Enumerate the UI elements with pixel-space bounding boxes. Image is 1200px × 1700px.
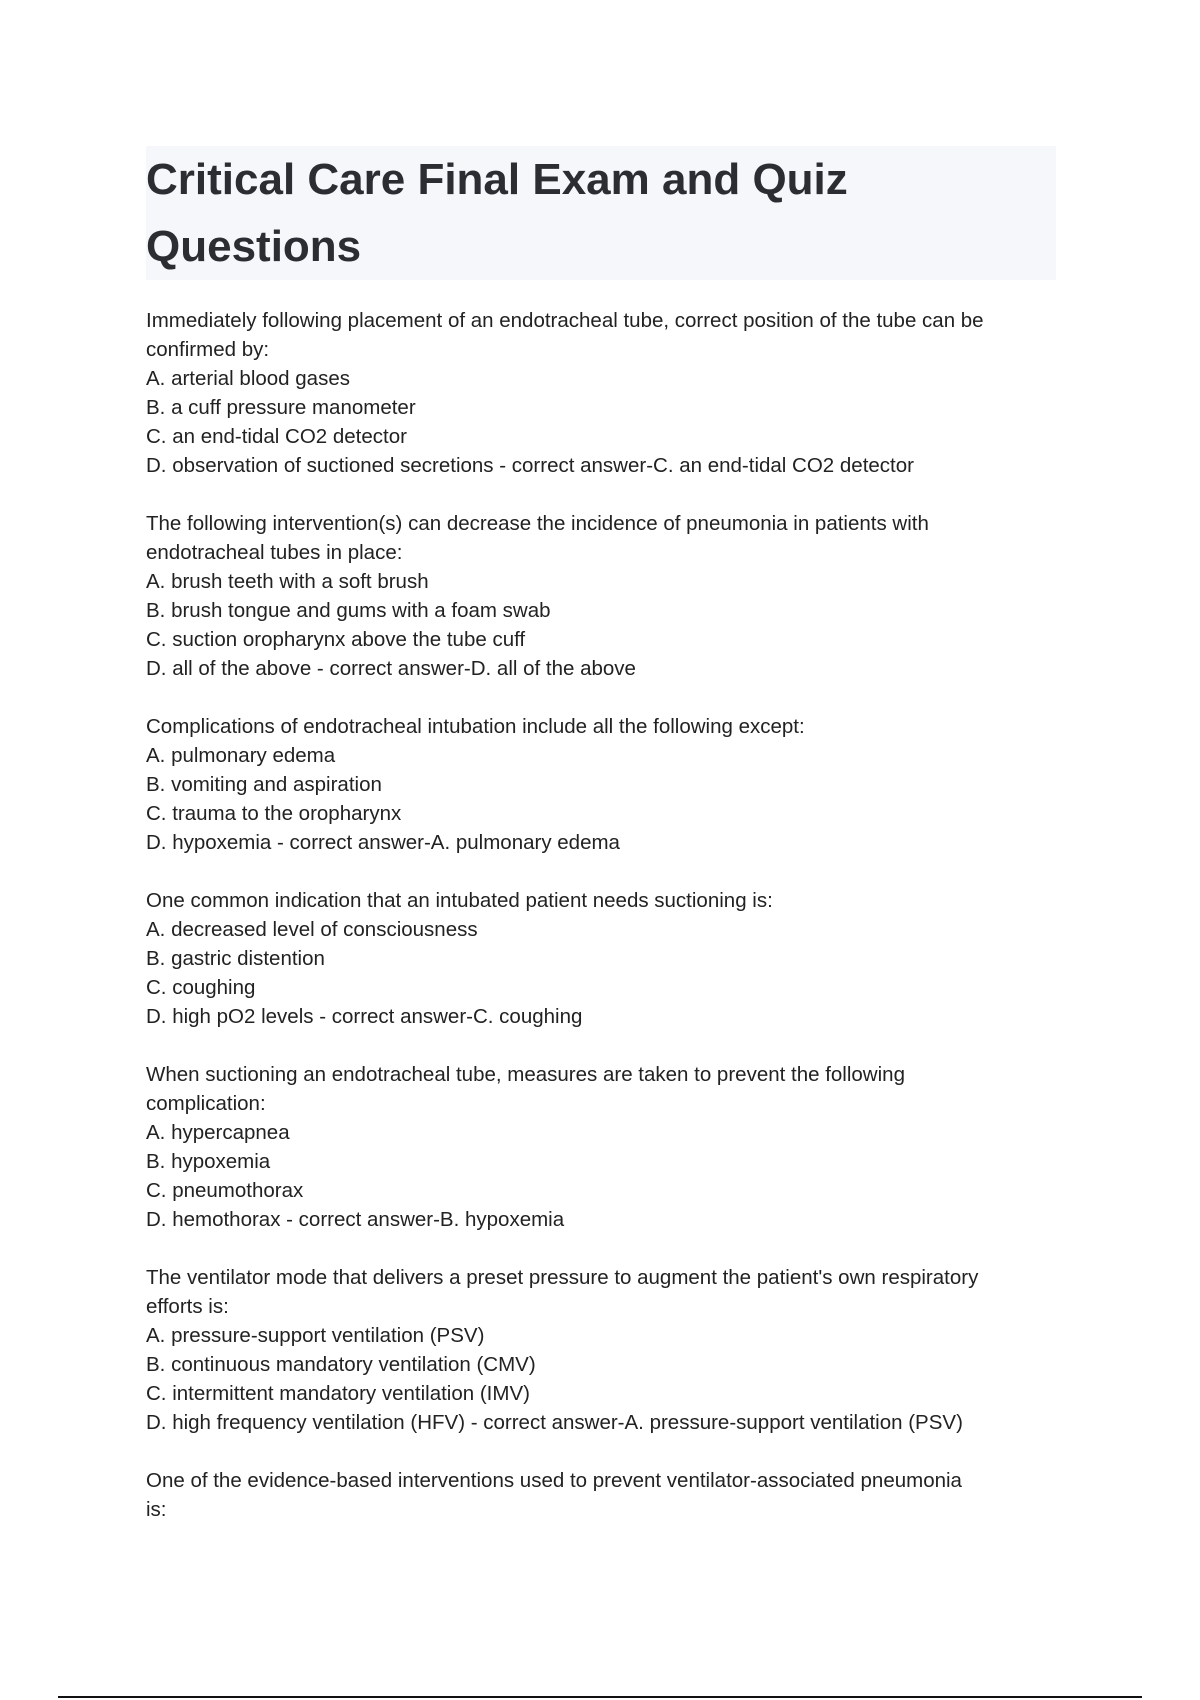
option-c: C. coughing (146, 976, 256, 999)
option-d-with-answer: D. all of the above - correct answer-D. all of the above (146, 657, 636, 680)
page-title (146, 146, 1056, 280)
question-stem-line: is: (146, 1498, 167, 1521)
question-5 (146, 1060, 1066, 1234)
question-stem-line: efforts is: (146, 1295, 229, 1318)
question-1 (146, 306, 1066, 480)
option-d-with-answer: D. high pO2 levels - correct answer-C. coughing (146, 1005, 583, 1028)
option-a: A. hypercapnea (146, 1121, 290, 1144)
title-line-2: Questions (146, 222, 362, 271)
option-b: B. hypoxemia (146, 1150, 271, 1173)
option-b: B. gastric distention (146, 947, 325, 970)
question-stem-line: Immediately following placement of an endotracheal tube, correct position of the tube can be (146, 309, 984, 332)
option-c: C. pneumothorax (146, 1179, 304, 1202)
question-stem-line: confirmed by: (146, 338, 270, 361)
option-d-with-answer: D. hemothorax - correct answer-B. hypoxemia (146, 1208, 565, 1231)
option-d-with-answer: D. observation of suctioned secretions - correct answer-C. an end-tidal CO2 detector (146, 454, 914, 477)
option-b: B. continuous mandatory ventilation (CMV) (146, 1353, 536, 1376)
question-stem-line: The ventilator mode that delivers a preset pressure to augment the patient's own respiratory (146, 1266, 979, 1289)
question-7 (146, 1466, 1066, 1524)
question-stem-line: complication: (146, 1092, 266, 1115)
question-stem-line: endotracheal tubes in place: (146, 541, 403, 564)
page-bottom-divider (58, 1696, 1142, 1698)
option-a: A. decreased level of consciousness (146, 918, 478, 941)
question-2 (146, 509, 1066, 683)
question-6 (146, 1263, 1066, 1437)
option-c: C. intermittent mandatory ventilation (IMV) (146, 1382, 530, 1405)
option-c: C. suction oropharynx above the tube cuff (146, 628, 526, 651)
question-stem-line: Complications of endotracheal intubation include all the following except: (146, 715, 805, 738)
question-stem-line: When suctioning an endotracheal tube, measures are taken to prevent the following (146, 1063, 905, 1086)
question-stem-line: One of the evidence-based interventions used to prevent ventilator-associated pneumonia (146, 1469, 962, 1492)
title-line-1: Critical Care Final Exam and Quiz (146, 155, 848, 204)
question-list (146, 306, 1066, 1553)
option-b: B. brush tongue and gums with a foam swab (146, 599, 551, 622)
question-stem-line: The following intervention(s) can decrease the incidence of pneumonia in patients with (146, 512, 929, 535)
title-banner (146, 146, 1056, 280)
question-3 (146, 712, 1066, 857)
option-d-with-answer: D. hypoxemia - correct answer-A. pulmonary edema (146, 831, 620, 854)
option-b: B. vomiting and aspiration (146, 773, 382, 796)
option-c: C. an end-tidal CO2 detector (146, 425, 407, 448)
option-a: A. pulmonary edema (146, 744, 336, 767)
option-a: A. arterial blood gases (146, 367, 350, 390)
option-d-with-answer: D. high frequency ventilation (HFV) - correct answer-A. pressure-support ventilation (PSV) (146, 1411, 963, 1434)
question-stem-line: One common indication that an intubated patient needs suctioning is: (146, 889, 773, 912)
question-4 (146, 886, 1066, 1031)
option-b: B. a cuff pressure manometer (146, 396, 416, 419)
option-a: A. pressure-support ventilation (PSV) (146, 1324, 485, 1347)
option-a: A. brush teeth with a soft brush (146, 570, 429, 593)
option-c: C. trauma to the oropharynx (146, 802, 402, 825)
